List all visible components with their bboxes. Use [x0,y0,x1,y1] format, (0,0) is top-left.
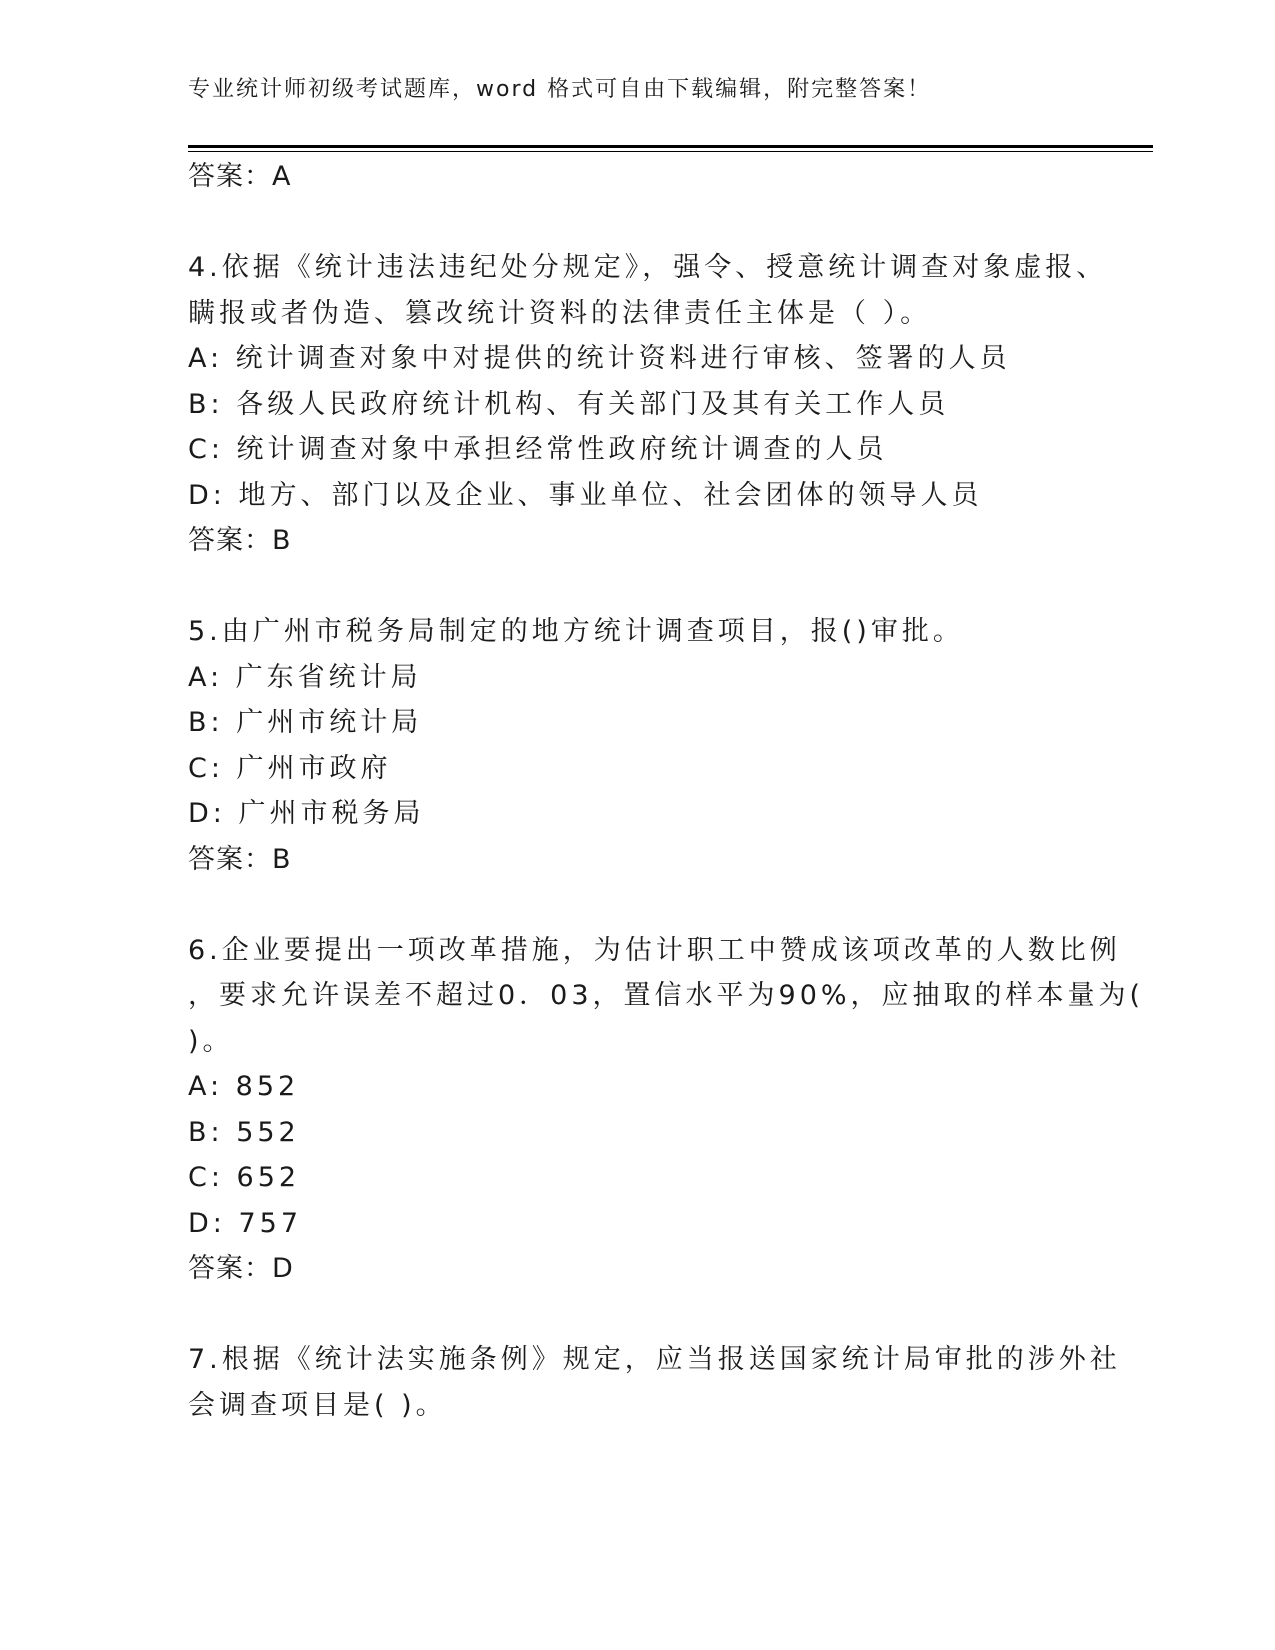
paragraph-gap [188,1292,1088,1338]
question-line: A: 统计调查对象中对提供的统计资料进行审核、签署的人员 [188,343,1011,374]
question-line: D: 地方、部门以及企业、事业单位、社会团体的领导人员 [188,479,983,511]
answer-line: 答案：B [188,525,292,556]
question-line: 瞒报或者伪造、篡改统计资料的法律责任主体是（ ）。 [188,297,932,329]
question-line: C: 统计调查对象中承担经常性政府统计调查的人员 [188,434,888,465]
question-line: 6.企业要提出一项改革措施，为估计职工中赞成该项改革的人数比例 [188,934,1121,966]
answer-line: 答案：D [188,1253,294,1284]
answer-line: 答案：B [188,843,292,875]
question-line: A: 852 [188,1071,300,1102]
question-line: 4.依据《统计违法违纪处分规定》，强令、授意统计调查对象虚报、 [188,252,1108,283]
page-header: 专业统计师初级考试题库，word 格式可自由下载编辑，附完整答案！ [188,77,932,102]
question-line: C: 652 [188,1162,301,1193]
question-line: 会调查项目是( )。 [188,1389,447,1421]
question-line: C: 广州市政府 [188,752,392,784]
header-rule-thin [188,151,1153,152]
question-line: 7.根据《统计法实施条例》规定，应当报送国家统计局审批的涉外社 [188,1344,1121,1375]
question-line: A: 广东省统计局 [188,661,422,693]
question-line: D: 757 [188,1207,303,1239]
question-body [188,154,1145,1428]
question-line: 5.由广州市税务局制定的地方统计调查项目，报()审批。 [188,616,964,647]
question-line: B: 552 [188,1116,300,1148]
question-line: D: 广州市税务局 [188,798,425,829]
question-line: )。 [188,1025,234,1057]
paragraph-gap [188,882,1088,928]
answer-line: 答案：A [188,161,292,192]
paragraph-gap [188,564,1088,610]
question-line: B: 各级人民政府统计机构、有关部门及其有关工作人员 [188,388,950,420]
header-rule-thick [188,145,1153,148]
question-line: ，要求允许误差不超过0．03，置信水平为90%，应抽取的样本量为( [188,980,1145,1011]
question-line: B: 广州市统计局 [188,707,423,738]
paragraph-gap [188,200,1088,246]
